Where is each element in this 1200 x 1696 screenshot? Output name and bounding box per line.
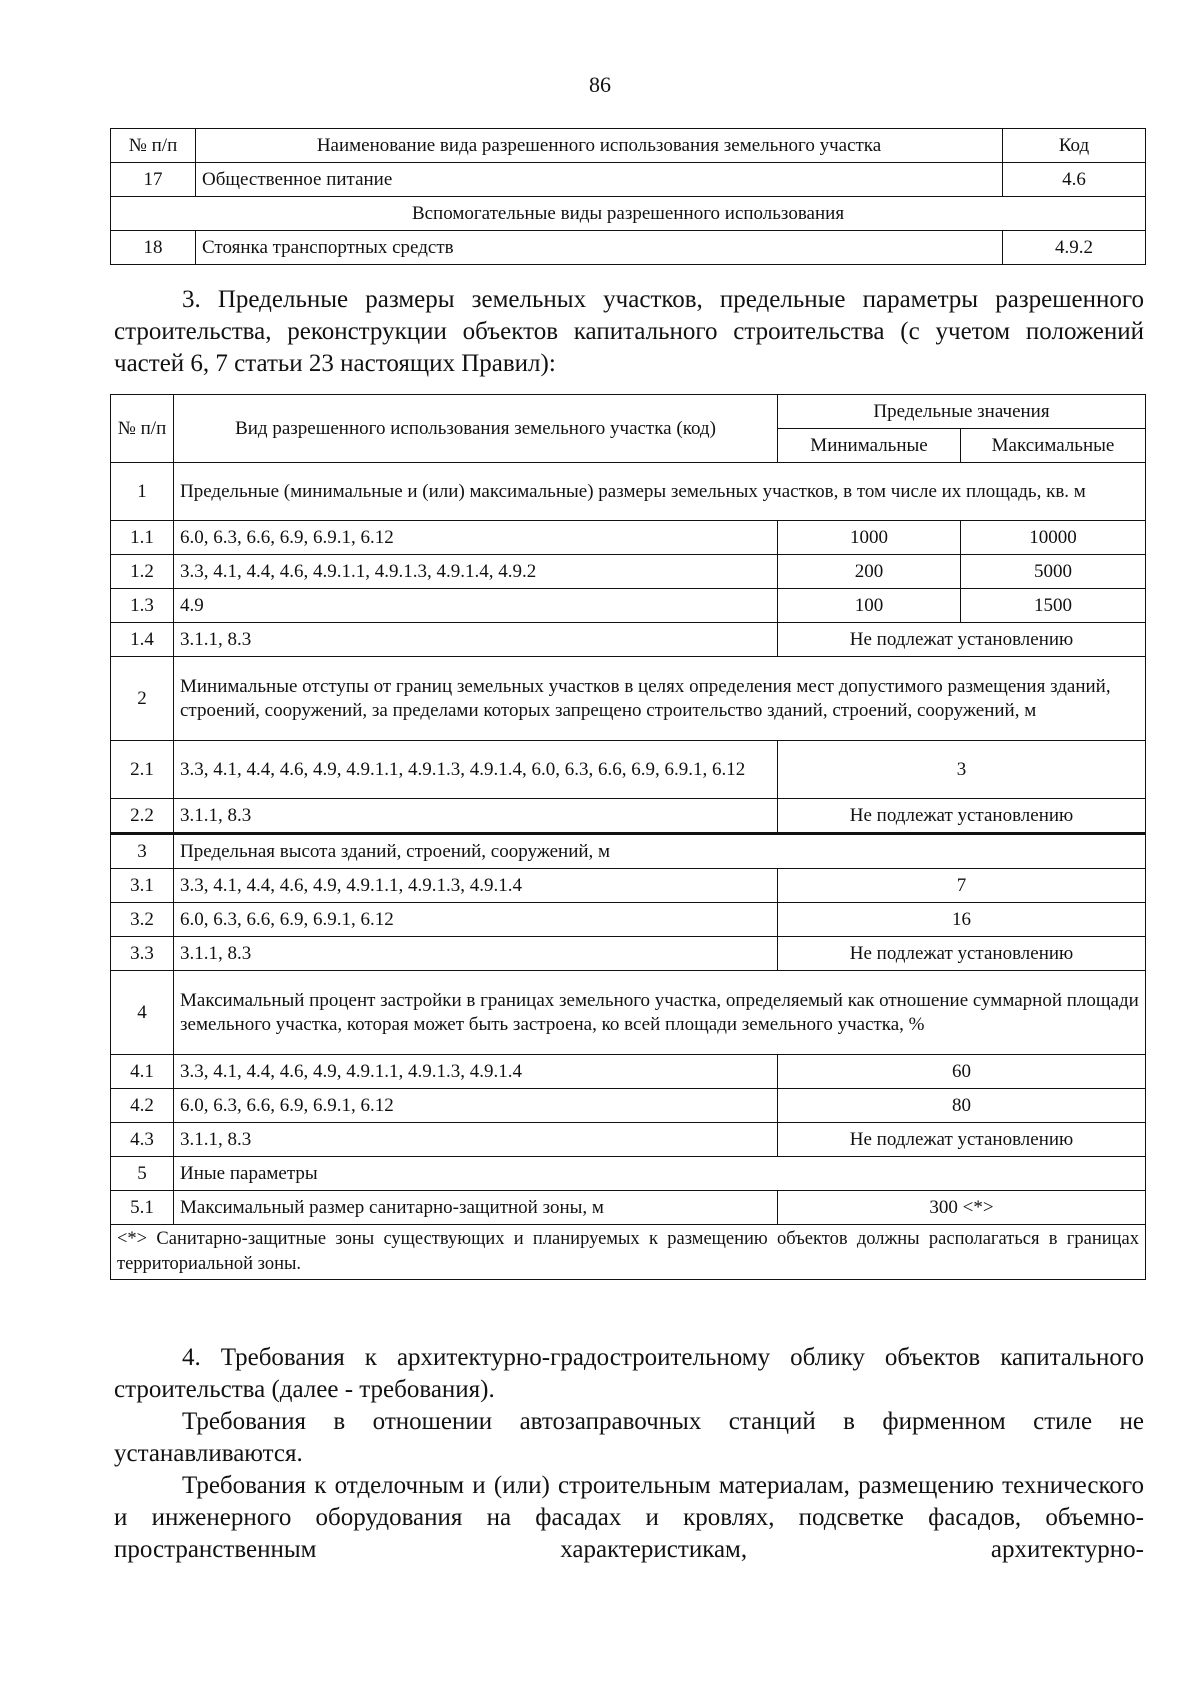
limit-values-table [110,394,1146,1280]
header-max: Максимальные [961,429,1146,463]
paragraph-3 [114,284,1144,380]
table-row [111,231,1146,265]
row-codes: 3.1.1, 8.3 [174,623,778,657]
header-code: Код [1003,129,1146,163]
row-codes: 3.3, 4.1, 4.4, 4.6, 4.9, 4.9.1.1, 4.9.1.3, 4.9.1.4 [174,1055,778,1089]
row-codes: 3.3, 4.1, 4.4, 4.6, 4.9.1.1, 4.9.1.3, 4.9.1.4, 4.9.2 [174,555,778,589]
row-codes: Максимальный размер санитарно-защитной зоны, м [174,1191,778,1225]
row-codes: 6.0, 6.3, 6.6, 6.9, 6.9.1, 6.12 [174,521,778,555]
paragraph-4 [114,1342,1144,1406]
row-code: 4.9.2 [1003,231,1146,265]
row-num: 3.3 [111,937,174,971]
row-num: 3.1 [111,869,174,903]
table-row [111,1191,1146,1225]
row-num: 17 [111,163,196,197]
row-num: 1.4 [111,623,174,657]
header-num: № п/п [111,129,196,163]
row-min: 200 [778,555,961,589]
section-num: 2 [111,657,174,741]
row-codes: 3.1.1, 8.3 [174,799,778,834]
row-codes: 6.0, 6.3, 6.6, 6.9, 6.9.1, 6.12 [174,903,778,937]
table-row [111,1055,1146,1089]
section-num: 5 [111,1157,174,1191]
header-min: Минимальные [778,429,961,463]
row-num: 2.2 [111,799,174,834]
paragraph-4b-text: Требования в отношении автозаправочных станций в фирменном стиле не устанавливаются. [114,1408,1144,1467]
header-num: № п/п [111,395,174,463]
paragraph-4c-text: Требования к отделочным и (или) строительным материалам, размещению технического и инженерного оборудования на фасадах и кровлях, подсветке фасадов, объемно-пространственным характеристикам, архитектурно- [114,1472,1144,1563]
footnote: <*> Санитарно-защитные зоны существующих и планируемых к размещению объектов должны располагаться в границах территориальной зоны. [111,1225,1146,1280]
section-row [111,971,1146,1055]
row-codes: 3.1.1, 8.3 [174,1123,778,1157]
row-num: 1.3 [111,589,174,623]
section-row [111,1157,1146,1191]
paragraph-4b [114,1406,1144,1470]
row-num: 18 [111,231,196,265]
row-num: 4.1 [111,1055,174,1089]
section-text: Предельные (минимальные и (или) максимальные) размеры земельных участков, в том числе их площадь, кв. м [174,463,1146,521]
table-row [111,741,1146,799]
table-row [111,903,1146,937]
section-text: Иные параметры [174,1157,1146,1191]
row-name: Общественное питание [196,163,1003,197]
table-row [111,869,1146,903]
paragraph-4c [114,1470,1144,1566]
table-row [111,521,1146,555]
page-number: 86 [589,72,611,97]
row-max: 1500 [961,589,1146,623]
table-row [111,1089,1146,1123]
table-row [111,589,1146,623]
row-num: 1.2 [111,555,174,589]
table-row [111,1123,1146,1157]
table-header-row [111,129,1146,163]
row-num: 1.1 [111,521,174,555]
header-name: Наименование вида разрешенного использования земельного участка [196,129,1003,163]
section-text: Максимальный процент застройки в границах земельного участка, определяемый как отношение суммарной площади земельного участка, которая может быть застроена, ко всей площади земельного участка, % [174,971,1146,1055]
table-row [111,937,1146,971]
table-row [111,555,1146,589]
section-row [111,834,1146,869]
table-row [111,799,1146,834]
section-num: 4 [111,971,174,1055]
row-codes: 3.1.1, 8.3 [174,937,778,971]
row-max: 10000 [961,521,1146,555]
row-num: 3.2 [111,903,174,937]
section-num: 1 [111,463,174,521]
permitted-use-table [110,128,1146,265]
row-not-set: Не подлежат установлению [778,623,1146,657]
section-row [111,657,1146,741]
section-text: Предельная высота зданий, строений, сооружений, м [174,834,1146,869]
row-not-set: Не подлежат установлению [778,1123,1146,1157]
row-codes: 3.3, 4.1, 4.4, 4.6, 4.9, 4.9.1.1, 4.9.1.3, 4.9.1.4 [174,869,778,903]
row-value: 3 [778,741,1146,799]
section-row [111,463,1146,521]
header-limits: Предельные значения [778,395,1146,429]
row-not-set: Не подлежат установлению [778,937,1146,971]
section-row [111,197,1146,231]
section-num: 3 [111,834,174,869]
paragraph-3-text: 3. Предельные размеры земельных участков, предельные параметры разрешенного строительства, реконструкции объектов капитального строительства (с учетом положений частей 6, 7 статьи 23 настоящих Правил): [114,286,1144,377]
row-codes: 4.9 [174,589,778,623]
row-max: 5000 [961,555,1146,589]
paragraph-4-text: 4. Требования к архитектурно-градостроительному облику объектов капитального строительства (далее - требования). [114,1344,1144,1403]
row-value: 60 [778,1055,1146,1089]
section-title: Вспомогательные виды разрешенного использования [111,197,1146,231]
row-num: 4.3 [111,1123,174,1157]
row-value: 7 [778,869,1146,903]
row-min: 100 [778,589,961,623]
row-codes: 6.0, 6.3, 6.6, 6.9, 6.9.1, 6.12 [174,1089,778,1123]
row-not-set: Не подлежат установлению [778,799,1146,834]
table-row [111,163,1146,197]
row-num: 4.2 [111,1089,174,1123]
row-num: 2.1 [111,741,174,799]
table-row [111,623,1146,657]
section-text: Минимальные отступы от границ земельных участков в целях определения мест допустимого размещения зданий, строений, сооружений, за пределами которых запрещено строительство зданий, строений, сооружений, м [174,657,1146,741]
row-codes: 3.3, 4.1, 4.4, 4.6, 4.9, 4.9.1.1, 4.9.1.3, 4.9.1.4, 6.0, 6.3, 6.6, 6.9, 6.9.1, 6.12 [174,741,778,799]
row-num: 5.1 [111,1191,174,1225]
footnote-row [111,1225,1146,1280]
header-vid: Вид разрешенного использования земельного участка (код) [174,395,778,463]
row-value: 300 <*> [778,1191,1146,1225]
row-value: 80 [778,1089,1146,1123]
row-value: 16 [778,903,1146,937]
row-min: 1000 [778,521,961,555]
table-header-row [111,395,1146,429]
row-code: 4.6 [1003,163,1146,197]
row-name: Стоянка транспортных средств [196,231,1003,265]
